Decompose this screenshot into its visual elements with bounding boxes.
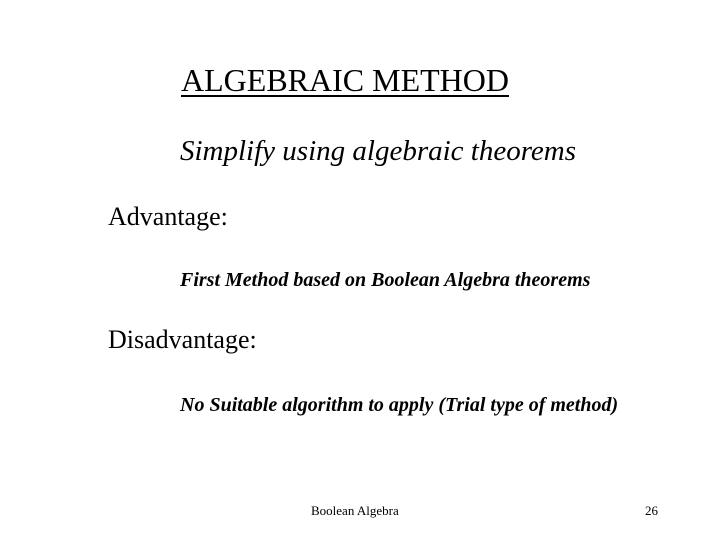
disadvantage-heading: Disadvantage: — [108, 325, 257, 354]
page-number: 26 — [645, 503, 658, 518]
slide-subtitle: Simplify using algebraic theorems — [180, 135, 577, 167]
disadvantage-text: No Suitable algorithm to apply (Trial type of method) — [180, 394, 619, 416]
slide-title: ALGEBRAIC METHOD — [181, 62, 509, 98]
footer-label: Boolean Algebra — [311, 503, 399, 518]
advantage-heading: Advantage: — [108, 202, 228, 231]
advantage-text: First Method based on Boolean Algebra theorems — [180, 269, 591, 291]
